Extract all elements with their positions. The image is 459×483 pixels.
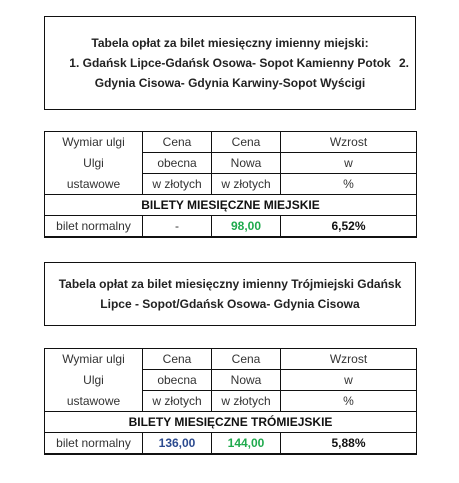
header-price-current-2: obecna bbox=[143, 370, 212, 391]
header-price-new-2: Nowa bbox=[212, 153, 281, 174]
tricity-ticket-title-box bbox=[44, 262, 416, 326]
header-discount-3: ustawowe bbox=[45, 391, 143, 412]
header-discount-3: ustawowe bbox=[45, 174, 143, 195]
header-increase-3: % bbox=[281, 174, 417, 195]
header-price-new-3: w złotych bbox=[212, 174, 281, 195]
tricity-ticket-table bbox=[44, 348, 417, 455]
row-new-price: 144,00 bbox=[212, 433, 281, 455]
header-price-current-1: Cena bbox=[143, 349, 212, 370]
header-discount-2: Ulgi bbox=[45, 153, 143, 174]
row-current-price: 136,00 bbox=[143, 433, 212, 455]
header-price-new-1: Cena bbox=[212, 349, 281, 370]
title-line-3: Gdynia Cisowa- Gdynia Karwiny-Sopot Wyścigi bbox=[94, 76, 366, 90]
tricity-title-text: Tabela opłat za bilet miesięczny imienny Trójmiejski Gdańsk Lipce - Sopot/Gdańsk Osowa- Gdynia Cisowa bbox=[58, 277, 402, 311]
header-price-new-2: Nowa bbox=[212, 370, 281, 391]
header-price-current-2: obecna bbox=[143, 153, 212, 174]
header-increase-2: w bbox=[281, 370, 417, 391]
row-increase: 5,88% bbox=[281, 433, 417, 455]
header-price-current-3: w złotych bbox=[143, 174, 212, 195]
header-price-new-3: w złotych bbox=[212, 391, 281, 412]
row-label: bilet normalny bbox=[45, 433, 143, 455]
header-increase-3: % bbox=[281, 391, 417, 412]
row-current-price: - bbox=[143, 216, 212, 238]
header-price-new-1: Cena bbox=[212, 132, 281, 153]
city-ticket-table bbox=[44, 131, 417, 238]
title-line-1: Tabela opłat za bilet miesięczny imienny miejski: bbox=[91, 36, 369, 50]
row-label: bilet normalny bbox=[45, 216, 143, 238]
header-increase-1: Wzrost bbox=[281, 349, 417, 370]
title-line-2-text: 1. Gdańsk Lipce-Gdańsk Osowa- Sopot Kamienny Potok bbox=[69, 56, 391, 70]
city-ticket-title-box bbox=[44, 16, 416, 110]
row-new-price: 98,00 bbox=[212, 216, 281, 238]
header-discount-2: Ulgi bbox=[45, 370, 143, 391]
row-increase: 6,52% bbox=[281, 216, 417, 238]
section-header: BILETY MIESIĘCZNE MIEJSKIE bbox=[45, 195, 417, 216]
title-line-2 bbox=[45, 53, 415, 73]
header-discount-1: Wymiar ulgi bbox=[45, 132, 143, 153]
section-header: BILETY MIESIĘCZNE TRÓMIEJSKIE bbox=[45, 412, 417, 433]
header-increase-1: Wzrost bbox=[281, 132, 417, 153]
title-line-2-number: 2. bbox=[398, 56, 409, 70]
header-price-current-1: Cena bbox=[143, 132, 212, 153]
header-discount-1: Wymiar ulgi bbox=[45, 349, 143, 370]
header-increase-2: w bbox=[281, 153, 417, 174]
header-price-current-3: w złotych bbox=[143, 391, 212, 412]
